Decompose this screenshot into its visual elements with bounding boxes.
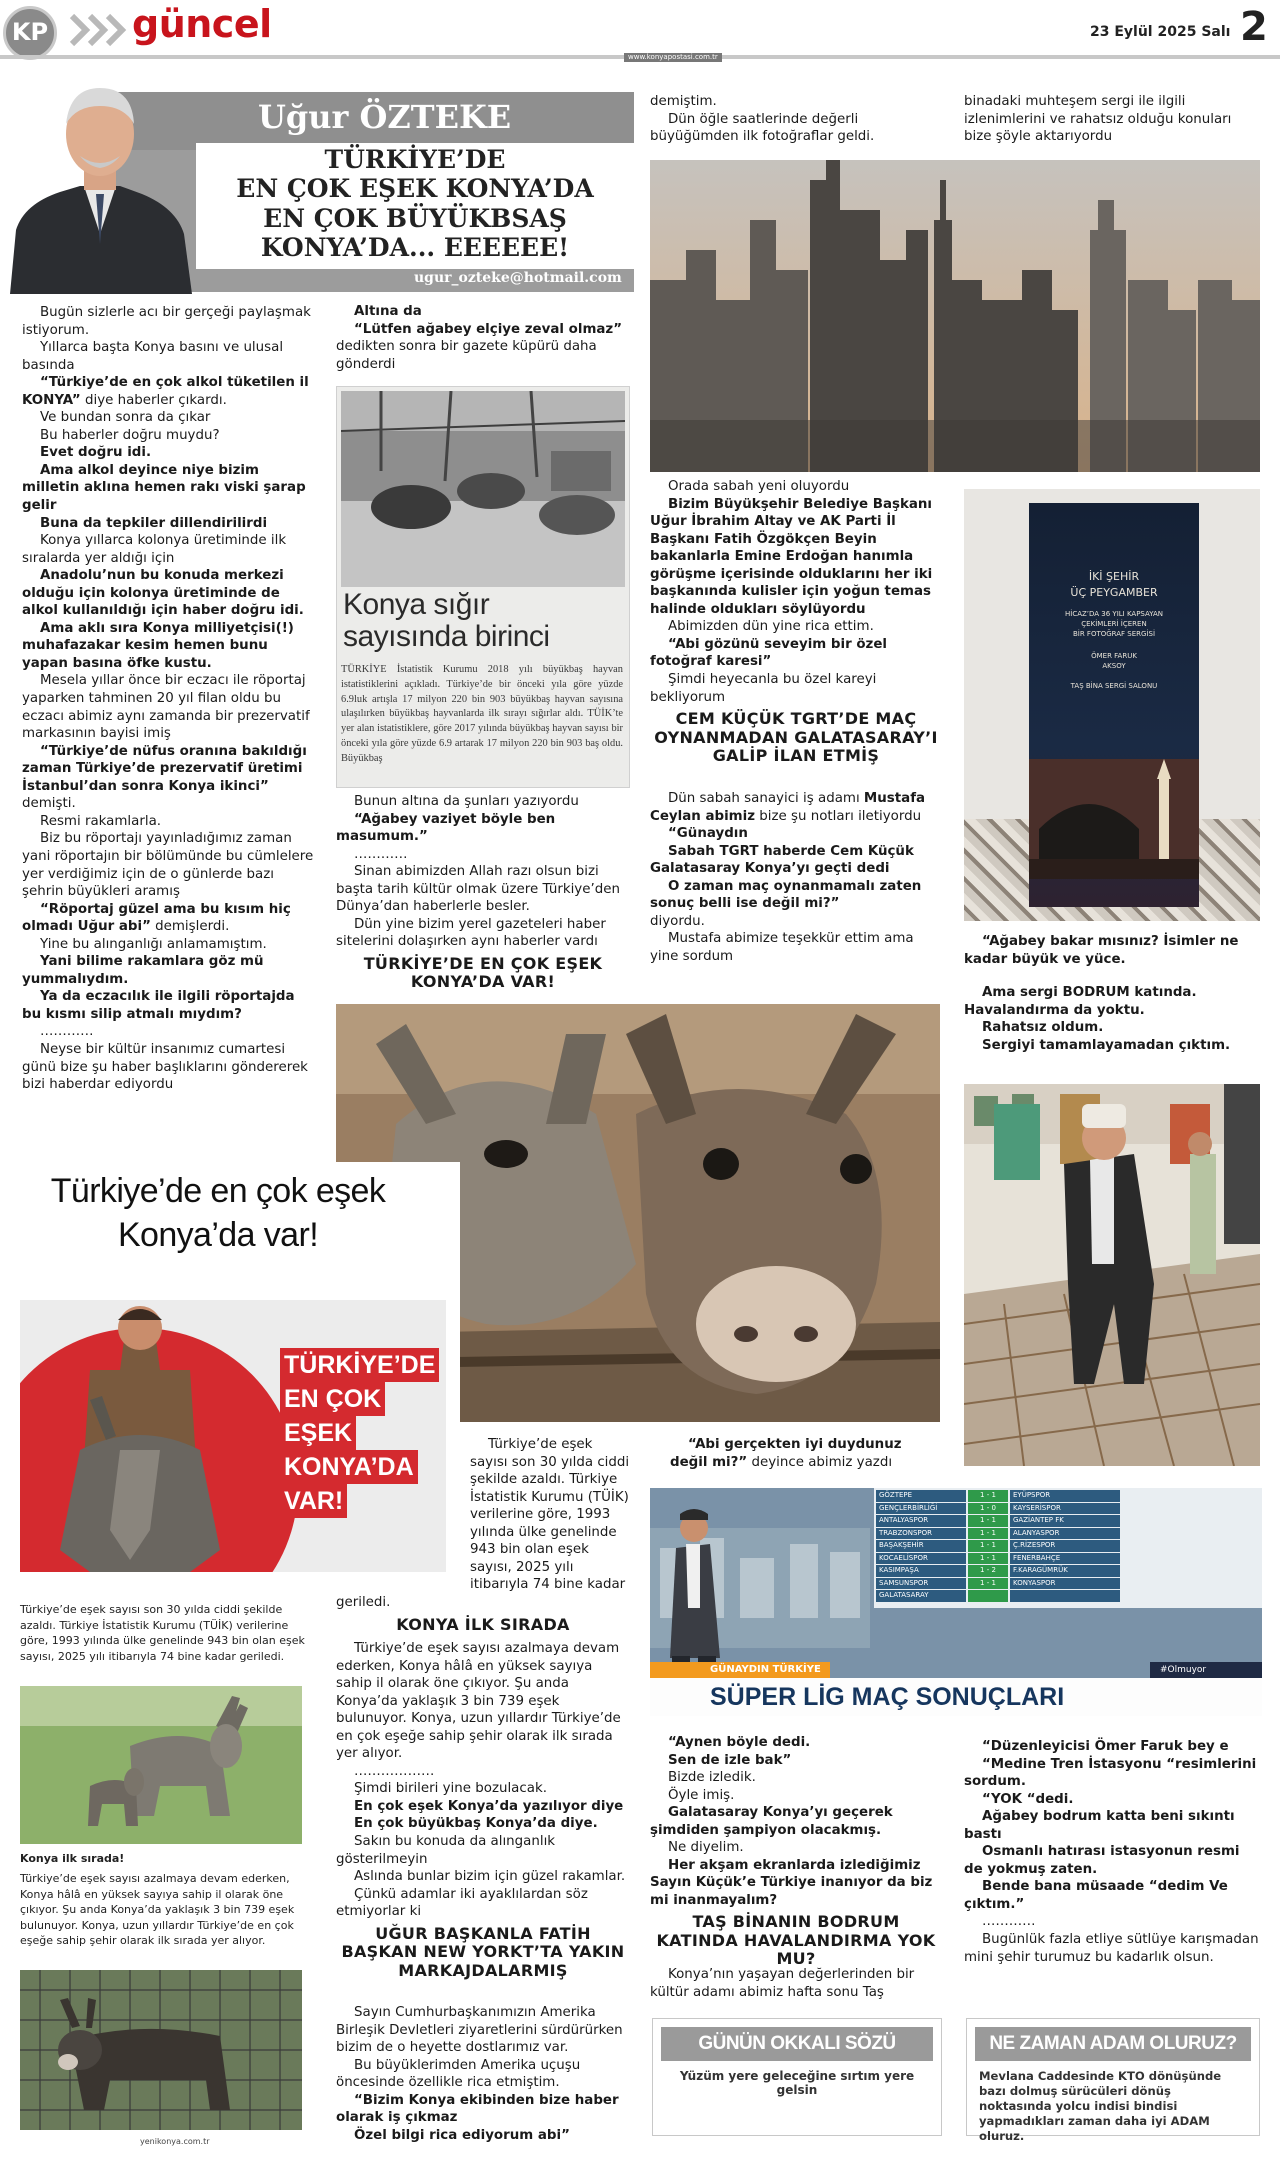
paragraph: Evet doğru idi. [40,445,152,461]
score-cell: 1 - 0 [968,1503,1008,1515]
score-row [876,1565,1176,1577]
paragraph: Galatasaray Konya’yı geçerek şimdiden şampiyon olacakmış. [650,1805,893,1838]
score-row [876,1528,1176,1540]
paragraph: Sinan abimizden Allah razı olsun bizi başta tarih kültür olmak üzere Türkiye’den Dünya’dan haberlerle besler. [336,864,620,915]
paragraph [964,968,1260,984]
paragraph: Konya yıllarca kolonya üretiminde ilk sıralarda yer aldığı için [22,533,287,566]
score-cell: GENÇLERBİRLİĞİ [876,1503,966,1515]
paragraph: Dün öğle saatlerinde değerli büyüğümden ilk fotoğraflar geldi. [650,111,875,145]
paragraph: Anadolu’nun bu konuda merkezi olduğu için kolonya üretiminde de alkol kullanıldığı için haber doğru idi. [22,568,304,619]
score-cell [968,1590,1008,1602]
issue-date: 23 Eylül 2025 Salı [1090,24,1231,40]
score-cell: GÖZTEPE [876,1490,966,1502]
paragraph: “Türkiye’de nüfus oranına bakıldığı zaman Türkiye’de prezervatif üretimi İstanbul’dan sonra Konya ikinci” demişti. [22,743,307,812]
paragraph: Biz bu röportajı yayınladığımız zaman yani röportajın bir bölümünde bu cümlelere yer verdiğimiz için de o günlerde bazı şehrin büyükleri aramış [22,831,314,900]
donkey-zoo-photo [20,1970,302,2130]
paragraph: O zaman maç oynanmamalı zaten sonuç belli ise değil mi?” [650,878,922,912]
article-column-2a [336,303,630,373]
paragraph: Ya da eczacılık ile ilgili röportajda bu kısmı silip atmalı mıydım? [22,989,295,1022]
paragraph: Bu haberler doğru muydu? [40,427,220,443]
article-column-2f [336,2004,630,2144]
exhibition-visitor-photo [964,1084,1260,1466]
paragraph: Ağabey bodrum katta beni sıkıntı bastı [964,1809,1235,1842]
paragraph: demiştim. [650,94,717,109]
paragraph: Mesela yıllar önce bir eczacı ile röportaj yaparken tahminen 20 yıl filan oldu bu eczacı abimiz aynı zamanda bir prezervatif markasının bayisi imiş [22,673,310,742]
columnist-email[interactable]: ugur_ozteke@hotmail.com [414,270,622,286]
paragraph: Her akşam ekranlarda izlediğimiz Sayın Küçük’e Türkiye inanıyor da biz mi inanmayalım? [650,1857,933,1908]
subheading: KONYA İLK SIRADA [396,1614,570,1634]
subheading: CEM KÜÇÜK TGRT’DE MAÇ OYNANMADAN GALATASARAY’I GALİP İLAN ETMİŞ [654,709,938,765]
paragraph: ……………… [354,1763,435,1779]
paragraph: “Abi gözünü seveyim bir özel fotoğraf karesi” [650,636,888,670]
score-cell: KOCAELİSPOR [876,1553,966,1565]
subheading: TÜRKİYE’DE EN ÇOK EŞEK KONYA’DA VAR! [363,953,603,992]
score-row [876,1515,1176,1527]
score-cell: KONYASPOR [1010,1578,1120,1590]
paragraph: Bunun altına da şunları yazıyordu [354,794,579,809]
donkey-caption-1: Türkiye’de eşek sayısı son 30 yılda ciddi şekilde azaldı. Türkiye İstatistik Kurumu (TÜİK) verilerine göre, 1993 yılında ülke genelinde 943 bin olan eşek sayısı, 2025 yılı itibarıyla 74 bine kadar geriledi. [20,1603,305,1663]
logo: KP [11,18,49,46]
columnist-name: Uğur ÖZTEKE [258,98,512,136]
poster-mosque-image [1029,759,1199,879]
subheading: TAŞ BİNANIN BODRUM KATINDA HAVALANDIRMA YOK MU? [656,1912,936,1969]
article-column-1 [22,304,318,1094]
scoreboard-rows [876,1490,1176,1603]
quote-box-text: Yüzüm yere geleceğine sırtım yere gelsin [679,2069,915,2097]
paragraph: Abimizden dün yine rica ettim. [668,619,874,635]
score-row [876,1490,1176,1502]
score-row [876,1590,1176,1602]
subheading: UĞUR BAŞKANLA FATİH BAŞKAN NEW YORKT’TA YAKIN MARKAJDALARMIŞ [341,1923,625,1980]
paragraph: En çok eşek Konya’da yazılıyor diye [354,1798,624,1814]
paragraph: “Ağabey bakar mısınız? İsimler ne kadar büyük ve yüce. [964,934,1239,967]
score-cell: 1 - 2 [968,1565,1008,1577]
donkey-foal-photo [20,1686,302,1844]
donkey-caption-2: Türkiye’de eşek sayısı azalmaya devam ederken, Konya hâlâ en yüksek sayıya sahip il olarak öne çıkıyor. Şu anda Konya’da yaklaşık 3 bin 739 eşek bulunuyor. Konya, uzun yıllardır Türkiye’de en çok eşeğe sahip şehir olarak ilk sırada yer alıyor. [20,1872,295,1948]
paragraph: Sabah TGRT haberde Cem Küçük Galatasaray Konya’yı geçti dedi [650,843,914,877]
article-column-2c [470,1436,630,1594]
article-column-4c [964,1738,1260,1966]
score-cell: 1 - 1 [968,1515,1008,1527]
score-cell: Ç.RİZESPOR [1010,1540,1120,1552]
paragraph: Özel bilgi rica ediyorum abi” [354,2127,570,2143]
score-cell [1010,1590,1120,1602]
paragraph: En çok büyükbaş Konya’da diye. [354,1816,598,1832]
paragraph: “Röportaj güzel ama bu kısım hiç olmadı Uğur abi” demişlerdi. [22,901,291,935]
paragraph: “Günaydın [668,826,748,842]
article-column-4a [964,93,1260,146]
paragraph: Mustafa abimize teşekkür ettim ama yine sordum [650,931,914,964]
article-column-3f [650,1966,942,2001]
tv-banner: SÜPER LİG MAÇ SONUÇLARI [650,1678,1262,1716]
paragraph: diyordu. [650,913,705,929]
paragraph: Bugünlük fazla etliye sütlüye karışmadan mini şehir turumuz bu kadarlık olsun. [964,1932,1259,1965]
clipping-text: TÜRKİYE İstatistik Kurumu 2018 yılı büyükbaş hayvan istatistiklerini açıkladı. Türkiye’de bir önceki yıla göre yüzde 6.9luk artışla 17 milyon 220 bin 903 büyükbaş hayvan sayısına ulaşılırken büyükbaş hayvanlarda ilk sırayı sığırlar aldı. TÜİK’te yer alan istatistiklere, göre 2017 yılında büyükbaş hayvan sayısı bir önceki yıla göre yüzde 6.9 artarak 17 milyon 220 bin 903 baş oldu. Büyükbaş [341,664,623,764]
paragraph: Ama aklı sıra Konya milliyetçisi(!) muhafazakar kesim hemen bunu yapan basına öfke kustu. [22,620,294,671]
score-cell: 1 - 1 [968,1553,1008,1565]
paragraph: “YOK “dedi. [982,1791,1074,1807]
paragraph: Osmanlı hatırası istasyonun resmi de yokmuş zaten. [964,1844,1240,1877]
paragraph: “Medine Tren İstasyonu “resimlerini sordum. [964,1756,1257,1790]
article-column-3e [650,1734,942,1975]
score-cell: FENERBAHÇE [1010,1553,1120,1565]
paragraph: Çünkü adamlar iki ayaklılardan söz etmiyorlar ki [336,1886,588,1920]
donkey-badge: TÜRKİYE’DE EN ÇOK EŞEK KONYA’DA VAR! [280,1348,444,1518]
score-cell: 1 - 1 [968,1540,1008,1552]
paragraph: Sakın bu konuda da alınganlık gösterilmeyin [336,1834,556,1867]
article-column-4b [964,933,1260,1054]
paragraph: Orada sabah yeni oluyordu [668,479,850,494]
paragraph: “Ağabey vaziyet böyle ben masumum.” [336,811,556,845]
article-column-3a [650,93,942,146]
when-civilized-box [966,2018,1260,2144]
score-cell: 1 - 1 [968,1490,1008,1502]
score-cell: GALATASARAY [876,1590,966,1602]
score-cell: ANTALYASPOR [876,1515,966,1527]
paragraph: “Bizim Konya ekibinden bize haber olarak iş çıkmaz [336,2092,619,2126]
paragraph: Neyse bir kültür insanımız cumartesi günü bize şu haber başlıklarını göndererek bizi haberdar ediyordu [22,1041,308,1093]
paragraph: Türkiye’de eşek sayısı azalmaya devam ederken, Konya hâlâ en yüksek sayıya sahip il olarak öne çıkıyor. Şu anda Konya’da yaklaşık 3 bin 739 eşek bulunuyor. Konya, uzun yıllardır Türkiye’de en çok eşeğe sahip şehir olarak ilk sırada yer alıyor. [336,1641,621,1762]
site-url[interactable]: www.konyapostasi.com.tr [624,53,722,62]
paragraph: Buna da tepkiler dillendirilirdi [40,515,268,531]
paragraph: Sen de izle bak” [668,1752,792,1768]
new-york-skyline-photo [650,160,1260,472]
columnist-headline: TÜRKİYE’DE EN ÇOK EŞEK KONYA’DA EN ÇOK BÜYÜKBSAŞ KONYA’DA... EEEEEE! [236,145,594,262]
paragraph: ………… [40,1024,94,1040]
score-cell: BAŞAKŞEHİR [876,1540,966,1552]
paragraph: binadaki muhteşem sergi ile ilgili izlenimlerini ve rahatsız olduğu konuları bize şöyle aktarıyordu [964,94,1232,145]
paragraph: “Lütfen ağabey elçiye zeval olmaz” dedikten sonra bir gazete küpürü daha gönderdi [336,321,623,372]
paragraph: ………… [982,1914,1036,1930]
paragraph: Konya’nın yaşayan değerlerinden bir kültür adamı abimiz hafta sonu Taş [650,1967,915,2000]
score-cell: 1 - 1 [968,1528,1008,1540]
paragraph: Sergiyi tamamlayamadan çıktım. [982,1037,1231,1053]
score-row [876,1540,1176,1552]
article-column-3b [650,478,942,771]
score-cell: 1 - 1 [968,1578,1008,1590]
paragraph: “Abi gerçekten iyi duydunuz değil mi?” deyince abimiz yazdı [670,1437,902,1470]
donkey-caption-2-title: Konya ilk sırada! [20,1852,125,1865]
paragraph: “Düzenleyicisi Ömer Faruk bey e [982,1739,1229,1754]
paragraph: Yani bilime rakamlara göz mü yummalıydım. [22,954,264,987]
columnist-photo [0,44,200,294]
paragraph: Bu büyüklerimden Amerika uçuşu öncesinde özellikle rica etmiştim. [336,2057,581,2091]
article-column-2d [336,1594,630,1640]
score-row [876,1503,1176,1515]
donkey-feature-title: Türkiye’de en çok eşek Konya’da var! [50,1172,386,1254]
quote-of-the-day-box [652,2018,942,2136]
paragraph: Yıllarca başta Konya basını ve ulusal basında [22,340,284,373]
score-cell: EYÜPSPOR [1010,1490,1120,1502]
paragraph: Dün sabah sanayici iş adamı Mustafa Ceylan abimiz bize şu notları iletiyordu [650,791,926,824]
score-cell: KASIMPAŞA [876,1565,966,1577]
quote-box-title: GÜNÜN OKKALI SÖZÜ [661,2027,933,2061]
score-row [876,1578,1176,1590]
article-column-2e [336,1640,630,1986]
paragraph: ………… [354,846,408,862]
photo-credit[interactable]: yenikonya.com.tr [140,2137,210,2146]
tv-hashtag: #Olmuyor [1150,1662,1262,1678]
tv-broadcast-screenshot [650,1488,1262,1716]
clipping-headline: Konya sığır sayısında birinci [343,588,550,653]
score-cell: GAZİANTEP FK [1010,1515,1120,1527]
article-column-2b [336,793,630,998]
paragraph: Bizim Büyükşehir Belediye Başkanı Uğur İbrahim Altay ve AK Parti İl Başkanı Fatih Özgökçen Beyin bakanlarla Emine Erdoğan hanımla görüşme içerisinde olduklarını her iki başkanında kulisler için yoğun temas halinde oldukları söylüyordu [650,496,933,617]
paragraph: Ve bundan sonra da çıkar [40,410,211,426]
civilized-box-title: NE ZAMAN ADAM OLURUZ? [975,2027,1251,2061]
paragraph: Rahatsız oldum. [982,1020,1104,1036]
paragraph: Şimdi birileri yine bozulacak. [354,1781,547,1797]
paragraph: Resmi rakamlarla. [40,813,162,829]
article-column-3c [650,790,942,965]
paragraph: Ama sergi BODRUM katında. Havalandırma da yoktu. [964,985,1197,1018]
paragraph: Ne diyelim. [668,1840,744,1856]
paragraph: Bugün sizlerle acı bir gerçeği paylaşmak istiyorum. [22,305,311,338]
page-number: 2 [1240,4,1268,50]
newspaper-clipping [336,386,630,788]
score-row [876,1553,1176,1565]
paragraph: Bizde izledik. [668,1770,756,1786]
civilized-box-text: Mevlana Caddesinde KTO dönüşünde bazı dolmuş sürücüleri dönüş noktasında yolcu indisi bindisi yapmadıkları zaman daha iyi ADAM oluruz. [979,2069,1222,2144]
paragraph: Aslında bunlar bizim için güzel rakamlar. [354,1869,626,1885]
paragraph: Dün yine bizim yerel gazeteleri haber sitelerini dolaşırken aynı haberler vardı [336,916,606,950]
paragraph: Şimdi heyecanla bu özel kareyi bekliyorum [650,672,877,705]
paragraph: Bende bana müsaade “dedim Ve çıktım.” [964,1879,1228,1912]
paragraph: Sayın Cumhurbaşkanımızın Amerika Birleşik Devletleri ziyaretlerini sürdürürken bizim de o heyette dostlarımız var. [336,2005,623,2056]
score-cell: F.KARAGÜMRÜK [1010,1565,1120,1577]
paragraph: Ama alkol deyince niye bizim milletin aklına hemen rakı viski şarap gelir [22,462,306,514]
score-cell: TRABZONSPOR [876,1528,966,1540]
section-title: güncel [132,2,272,46]
paragraph: geriledi. [336,1595,391,1610]
score-cell: KAYSERİSPOR [1010,1503,1120,1515]
paragraph: “Aynen böyle dedi. [668,1735,811,1750]
poster-text: İKİ ŞEHİR ÜÇ PEYGAMBER HİCAZ’DA 36 YILI KAPSAYAN ÇEKİMLERİ İÇEREN BİR FOTOĞRAF SERGİSİ ÖMER FARUK AKSOY TAŞ BİNA SERGİ SALONU [1064,570,1164,690]
score-cell: SAMSUNSPOR [876,1578,966,1590]
score-cell: ALANYASPOR [1010,1528,1120,1540]
paragraph: “Türkiye’de en çok alkol tüketilen il KONYA” diye haberler çıkardı. [22,375,309,408]
exhibition-poster-photo [964,489,1260,921]
paragraph: Öyle imiş. [668,1787,735,1803]
tv-banner-small: GÜNAYDIN TÜRKİYE [650,1662,830,1678]
clipping-photo [341,391,625,587]
paragraph: Yine bu alınganlığı anlamamıştım. [40,936,267,952]
paragraph: Türkiye’de eşek sayısı son 30 yılda ciddi şekilde azaldı. Türkiye İstatistik Kurumu (TÜİK) verilerine göre, 1993 yılında ülke genelinde 943 bin olan eşek sayısı, 2025 yılı itibarıyla 74 bine kadar [470,1437,630,1593]
paragraph: Altına da [354,304,422,319]
article-column-3d [670,1436,942,1471]
